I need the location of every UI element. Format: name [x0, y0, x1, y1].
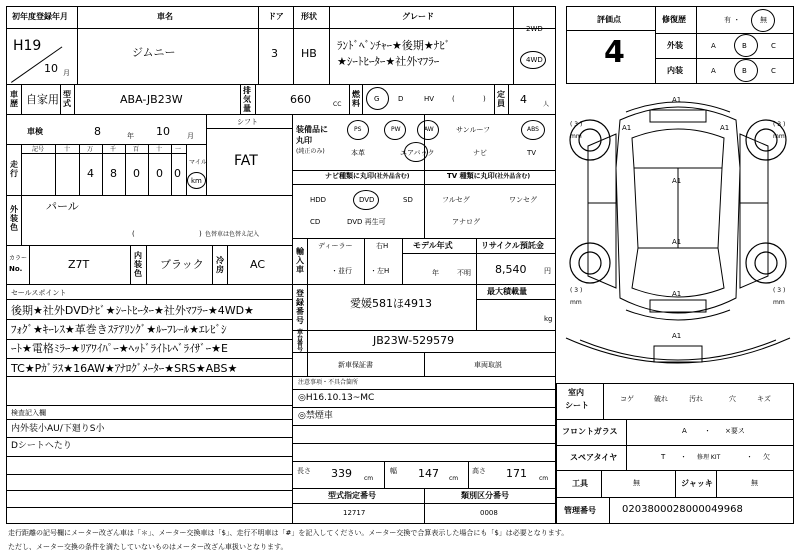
mileage-digit-2: 8 [110, 167, 117, 180]
fuel-opt-paren-open: ( [452, 95, 455, 103]
fuel-opt-d: D [398, 95, 404, 103]
height-label: 高さ [472, 467, 486, 475]
tool-label: 工具 [572, 479, 588, 488]
windshield-label: フロントガラス [562, 427, 618, 436]
mm-tl: mm [570, 133, 582, 140]
drive-2wd: 2WD [526, 25, 543, 33]
tv-oneseg: ワンセグ [509, 196, 537, 204]
fuel-label: 燃 料 [352, 90, 360, 108]
paren-3-br: ( 3 ) [773, 287, 786, 294]
car-name-value: ジムニー [132, 46, 176, 59]
displacement-unit: CC [333, 101, 342, 108]
import-parallel: ・並行 [331, 267, 352, 275]
management-value: 0203800028000049968 [622, 504, 743, 515]
inspection-year-unit: 年 [127, 132, 134, 140]
chassis-value: JB23W-529579 [373, 334, 455, 347]
mileage-digit-3: 0 [133, 167, 140, 180]
chassis-label: 車 台 番 号 [296, 329, 303, 353]
interior-color-label: 内 装 色 [134, 251, 142, 278]
aw-circle [417, 120, 439, 140]
sales-line-2: ﾌｫｸﾞ★ｷｰﾚｽ★革巻きｽﾃｱﾘﾝｸﾞ★ﾙｰﾌﾚｰﾙ★ｴﾚﾋﾞｼ [11, 323, 227, 336]
spare-missing: 欠 [763, 453, 770, 461]
first-reg-month: 10 [44, 62, 58, 75]
height-value: 171 [506, 467, 527, 480]
drive-4wd-circle [520, 51, 546, 69]
interior-a: A [711, 67, 716, 75]
vehicle-manual: 車両取説 [474, 361, 502, 369]
mark-a1-7: A1 [672, 332, 682, 340]
mileage-digit-5: 0 [174, 167, 181, 180]
notes-line-1: ◎H16.10.13~MC [298, 393, 375, 403]
equipment-leather: 本革 [351, 149, 365, 157]
color-no-label-2: No. [9, 265, 23, 273]
spare-dot-2: ・ [746, 453, 753, 461]
spare-dot-1: ・ [680, 453, 687, 461]
mark-a1-2: A1 [622, 124, 632, 132]
seat-opt-burn: コゲ [620, 395, 634, 403]
seat-label-1: 室内 [568, 388, 584, 397]
dvd-circle [353, 190, 379, 210]
import-label: 輸 入 車 [296, 247, 304, 274]
footer-line-1: 走行距離の記号欄にメーター改ざん車は「＊」、メーター交換車は「$」、走行不明車は「#」を記入してください。メーター交換で合算表示した場合にも「$」は必要となります。 [8, 529, 569, 537]
model-no-value: 12717 [343, 509, 366, 517]
paren-3-tr: ( 3 ) [773, 121, 786, 128]
body-color-label: 外 装 色 [10, 205, 18, 232]
mileage-label: 走 行 [10, 160, 18, 178]
repair-label: 修復歴 [662, 15, 686, 24]
capacity-label: 定 員 [497, 90, 505, 108]
inspection-label: 車検 [27, 127, 43, 136]
mileage-km-circle [187, 172, 206, 189]
mileage-digit-1: 4 [87, 167, 94, 180]
exterior-label: 外装 [667, 41, 683, 50]
jack-label: ジャッキ [681, 479, 713, 488]
recycle-unit: 円 [544, 267, 551, 275]
equipment-abs: ABS [527, 126, 539, 133]
tv-fullseg: フルセグ [442, 196, 470, 204]
fuel-opt-paren-close: ) [483, 95, 486, 103]
length-unit: cm [364, 475, 374, 482]
navi-sd: SD [403, 196, 413, 204]
mileage-col-5: 一 [175, 146, 182, 153]
length-label: 長さ [297, 467, 311, 475]
notes-line-2: ◎禁煙車 [298, 411, 333, 421]
interior-color-value: ブラック [160, 258, 204, 271]
equipment-label-2: 丸印 [296, 136, 312, 145]
management-label: 管理番号 [564, 506, 596, 515]
use-label: 車 歴 [10, 90, 18, 108]
use-value: 自家用 [26, 93, 59, 106]
recycle-label: リサイクル預託金 [481, 241, 544, 250]
mileage-col-1: 万 [87, 146, 94, 153]
width-value: 147 [418, 467, 439, 480]
ac-value: AC [250, 258, 266, 271]
fuel-opt-g: G [374, 95, 380, 103]
interior-b-circle [734, 59, 758, 82]
seat-opt-tear: 破れ [654, 395, 668, 403]
equipment-label: 装備品に [296, 125, 328, 134]
model-year-value: 不明 [457, 269, 471, 277]
fuel-opt-hv: HV [424, 95, 435, 103]
exterior-c: C [771, 42, 776, 50]
ac-label: 冷 房 [216, 256, 224, 274]
windshield-a: A [682, 427, 687, 435]
footer-line-2: ただし、メーター交換の条件を満たしていないものはメーター改ざん車扱いとなります。 [8, 543, 288, 551]
displacement-label: 排 気 量 [243, 86, 251, 113]
registration-label: 登 録 番 号 [296, 289, 304, 325]
mileage-unit-value: km [191, 177, 202, 185]
exterior-a: A [711, 42, 716, 50]
notes-label: 注意事項・不具合箇所 [298, 379, 359, 386]
doors-value: 3 [271, 47, 278, 60]
displacement-value: 660 [290, 93, 311, 106]
seat-opt-hole: 穴 [729, 395, 736, 403]
inspector-label: 検査記入欄 [11, 409, 46, 417]
tool-value: 無 [633, 479, 640, 487]
seat-opt-scratch: キズ [757, 395, 771, 403]
model-label: 型 式 [63, 90, 71, 108]
ps-circle [347, 120, 369, 140]
mileage-digit-4: 0 [156, 167, 163, 180]
exterior-b-circle [734, 34, 758, 57]
car-body-diagram [560, 88, 796, 378]
max-load-unit: kg [544, 315, 553, 323]
mark-a1-4: A1 [672, 177, 682, 185]
mileage-unit-label: マイル [189, 159, 207, 166]
shape-label: 形状 [301, 12, 317, 21]
tv-analog: アナログ [452, 218, 480, 226]
navi-dvd-play: DVD 再生可 [347, 218, 386, 226]
mm-tr: mm [773, 133, 785, 140]
exterior-b: B [742, 42, 747, 50]
grade-line2: ★ｼｰﾄﾋｰﾀｰ★社外ﾏﾌﾗｰ [337, 55, 440, 68]
repair-yes: 有 ・ [724, 16, 741, 24]
grade-label: グレード [402, 12, 434, 21]
body-color-value: パール [46, 200, 79, 213]
height-unit: cm [539, 475, 549, 482]
equipment-sunroof: サンルーフ [456, 126, 491, 134]
shape-value: HB [301, 47, 317, 60]
width-unit: cm [449, 475, 459, 482]
class-no-label: 類別区分番号 [461, 491, 509, 500]
length-value: 339 [331, 467, 352, 480]
registration-value: 愛媛581ほ4913 [350, 297, 432, 310]
navi-cd: CD [310, 218, 321, 226]
model-no-label: 型式指定番号 [328, 491, 376, 500]
score-label: 評価点 [597, 15, 621, 24]
capacity-value: 4 [520, 93, 527, 106]
tv-type-label: TV 種類に丸印(社外品含む) [447, 172, 531, 180]
equipment-aw: AW [424, 126, 434, 133]
seat-opt-dirt: 汚れ [689, 395, 703, 403]
color-paren-close: ) [199, 230, 202, 238]
sales-points-label: セールスポイント [11, 289, 67, 297]
mileage-col-3: 百 [133, 146, 140, 153]
sales-line-1: 後期★社外DVDﾅﾋﾞ★ｼｰﾄﾋｰﾀｰ★社外ﾏﾌﾗｰ★4WD★ [11, 304, 254, 317]
mark-a1-6: A1 [672, 290, 682, 298]
interior-label: 内装 [667, 66, 683, 75]
color-note: 色替車は色替え記入 [205, 231, 260, 238]
mm-bl: mm [570, 299, 582, 306]
inspection-month: 10 [156, 125, 170, 138]
equipment-airbag: エアバック [400, 149, 435, 157]
max-load-label: 最大積載量 [487, 287, 527, 296]
mark-a1-1: A1 [672, 96, 682, 104]
import-dealer: ディーラー [318, 242, 353, 250]
sales-line-4: TC★Pｶﾞﾗｽ★16AW★ｱﾅﾛｸﾞﾒｰﾀｰ★SRS★ABS★ [11, 362, 238, 375]
recycle-value: 8,540 [495, 263, 527, 276]
spare-t: T [661, 453, 666, 461]
capacity-unit: 人 [543, 101, 550, 108]
import-right-h: 右H [376, 242, 389, 250]
inspector-line-1: 内外装小AU/下廻りS小 [11, 424, 105, 434]
import-left-h: ・左H [370, 267, 390, 275]
month-unit: 月 [63, 69, 70, 77]
navi-type-label: ナビ種類に丸印(社外品含む) [325, 172, 410, 180]
sales-line-3: ｰﾄ★電格ﾐﾗｰ★ﾘｱﾜｲﾊﾟｰ★ﾍｯﾄﾞﾗｲﾄﾚﾍﾞﾗｲｻﾞｰ★E [11, 342, 228, 355]
windshield-replace: ×要ス [725, 427, 745, 435]
interior-c: C [771, 67, 776, 75]
mileage-col-2: 千 [110, 146, 117, 153]
inspection-month-unit: 月 [187, 132, 194, 140]
color-paren-open: ( [132, 230, 135, 238]
windshield-dot: ・ [704, 427, 711, 435]
car-name-label: 車名 [157, 12, 173, 21]
drive-4wd: 4WD [526, 56, 543, 64]
equipment-navi: ナビ [473, 149, 487, 157]
grade-line1: ﾗﾝﾄﾞﾍﾞﾝﾁｬｰ★後期★ﾅﾋﾞ [337, 39, 451, 52]
pw-circle [384, 120, 406, 140]
equipment-label-3: (純正のみ) [296, 148, 325, 155]
new-car-warranty: 新車保証書 [338, 361, 373, 369]
inspector-line-2: Dシートヘたり [11, 441, 72, 451]
model-year-unit: 年 [432, 269, 439, 277]
score-value: 4 [604, 35, 625, 70]
mileage-symbol-label: 記号 [32, 146, 45, 153]
fuel-g-circle [366, 87, 389, 110]
mileage-col-0: 十 [64, 146, 71, 153]
first-reg-label: 初年度登録年月 [12, 12, 68, 21]
paren-3-bl: ( 3 ) [570, 287, 583, 294]
inspection-year: 8 [94, 125, 101, 138]
color-no-label-1: カラー [9, 255, 28, 262]
seat-label-2: シート [565, 401, 589, 410]
navi-hdd: HDD [310, 196, 327, 204]
width-label: 幅 [390, 467, 397, 475]
mark-a1-3: A1 [720, 124, 730, 132]
first-reg-era: H19 [13, 38, 42, 54]
shift-value: FAT [234, 153, 258, 169]
mm-br: mm [773, 299, 785, 306]
mileage-col-4: 十 [156, 146, 163, 153]
color-no-value: Z7T [68, 258, 90, 271]
repair-no-circle [751, 9, 775, 32]
abs-circle [521, 120, 545, 140]
equipment-pw: PW [391, 126, 401, 133]
model-year-label: モデル年式 [413, 241, 453, 250]
spare-tire-label: スペアタイヤ [570, 453, 618, 462]
navi-dvd: DVD [359, 196, 375, 204]
shift-label: シフト [237, 118, 258, 126]
equipment-ps: PS [354, 126, 362, 133]
airbag-circle [404, 142, 428, 162]
equipment-tv: TV [527, 149, 537, 157]
paren-3-tl: ( 3 ) [570, 121, 583, 128]
class-no-value: 0008 [480, 509, 498, 517]
doors-label: ドア [268, 12, 284, 21]
repair-no: 無 [760, 16, 767, 24]
model-value: ABA-JB23W [120, 93, 183, 106]
spare-repair-kit: 修理 KIT [697, 454, 721, 461]
interior-b: B [742, 67, 747, 75]
mark-a1-5: A1 [672, 238, 682, 246]
jack-value: 無 [751, 479, 758, 487]
